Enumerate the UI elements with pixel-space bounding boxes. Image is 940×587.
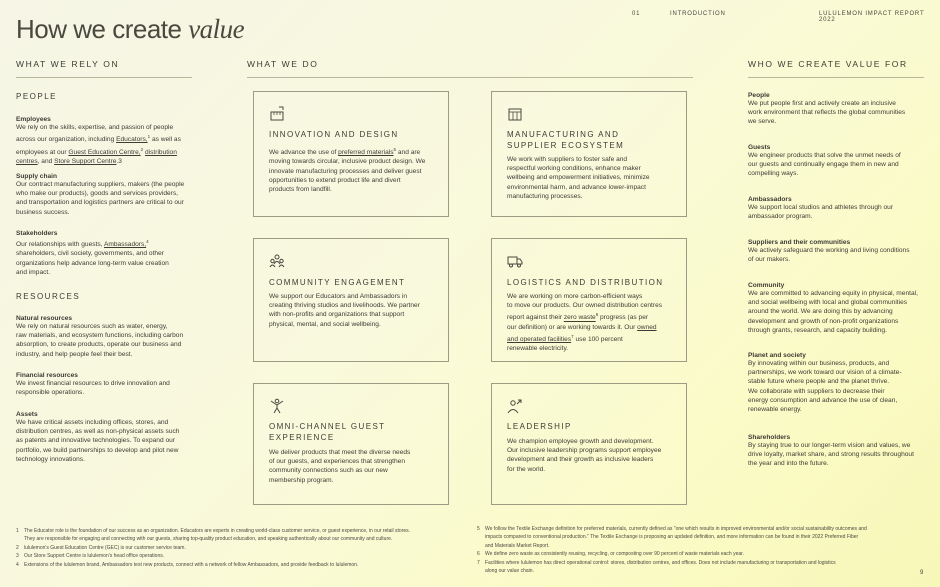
text-line — [507, 332, 674, 344]
assets-title: Assets — [16, 411, 38, 418]
text-line: Our inclusive leadership programs support employee — [507, 447, 662, 455]
stakeholders-title: Stakeholders — [16, 230, 58, 237]
divider — [16, 77, 192, 78]
text-line: development and growth of non-profit organizations — [748, 317, 899, 325]
footnote-number: 5 — [477, 526, 480, 532]
value-suppliers-text — [748, 246, 928, 264]
text-line: with non-profits and organizations that support — [269, 311, 405, 319]
footnote — [16, 527, 466, 535]
supply-chain-block — [16, 173, 198, 217]
text-line: We are working on more carbon-efficient ways — [507, 293, 643, 300]
employees-block — [16, 116, 198, 166]
innovation-design-title: INNOVATION AND DESIGN — [269, 130, 399, 139]
distribution-centres-link[interactable]: distribution — [145, 148, 177, 156]
report-title: LULULEMON IMPACT REPORT 2022 — [819, 11, 925, 23]
community-engagement-text — [269, 292, 436, 329]
text-line: community connections such as our new — [269, 467, 388, 475]
stakeholders-text — [16, 237, 198, 277]
logistics-distribution-text — [507, 292, 674, 354]
text-span: as well as — [150, 136, 181, 144]
text-line: respectful working conditions, enhance maker — [507, 165, 641, 173]
text-line: raw materials, and ecosystem functions, including carbon — [16, 332, 184, 340]
text-line: products from landfill. — [269, 186, 332, 193]
text-line: membership program. — [269, 476, 334, 484]
leadership-text — [507, 437, 674, 474]
text-line — [16, 157, 198, 166]
footnote-text: Facilities where lululemon has direct operational control: stores, distribution centres, and offices. Does not include manufacturing or transportation and logistics — [485, 559, 836, 566]
text-line: We support local studios and athletes through our — [748, 204, 894, 211]
text-line: our guests and continually engage them in new and — [748, 161, 899, 169]
innovation-design-box — [253, 91, 449, 217]
value-ambassadors-title: Ambassadors — [748, 196, 792, 203]
employees-text — [16, 123, 198, 166]
column-head-we-do: WHAT WE DO — [247, 59, 319, 69]
text-line — [507, 323, 674, 332]
value-community-text — [748, 289, 928, 335]
text-line: who make our products), goods and services providers, — [16, 190, 178, 198]
ambassadors-link[interactable]: Ambassadors, — [103, 241, 147, 249]
footnote-text: lululemon's Guest Education Centre (GEC) is our customer service team. — [24, 544, 186, 551]
text-line: we serve. — [748, 118, 777, 126]
text-line: renewable energy. — [748, 406, 802, 414]
text-span: our definition) or are working towards it. Our — [507, 323, 638, 331]
text-line: We work with suppliers to foster safe and — [507, 156, 628, 163]
text-line: responsible operations. — [16, 389, 85, 397]
text-line: partnerships, we work toward our vision of a climate- — [748, 369, 902, 377]
natural-resources-title: Natural resources — [16, 315, 73, 322]
footnote-text: Our Store Support Centre is lululemon's head office operations. — [24, 553, 165, 560]
financial-resources-block — [16, 372, 198, 397]
text-span: , and — [37, 157, 55, 165]
value-shareholders-title: Shareholders — [748, 434, 791, 441]
text-line: By innovating within our business, products, and — [748, 360, 890, 367]
owned-operated-facilities-link[interactable]: owned — [637, 323, 657, 331]
page-title-plain: How we create — [16, 14, 189, 44]
stakeholders-block — [16, 230, 198, 277]
text-span: use 100 percent — [573, 336, 623, 344]
text-line: and transportation and logistics partners are critical to our — [16, 199, 184, 207]
value-shareholders-text — [748, 441, 928, 469]
footnote-number: 4 — [16, 561, 19, 568]
page-title — [16, 14, 244, 45]
text-span: across our organization, including — [16, 136, 117, 144]
text-line: We collaborate with suppliers to decrease their — [748, 387, 885, 395]
innovation-design-text — [269, 145, 436, 194]
footnote-text: They are responsible for engaging and connecting with our guests, sharing top-quality product education, and speaking authentically about our community and culture. — [24, 536, 393, 543]
leadership-title: LEADERSHIP — [507, 422, 572, 431]
footnote — [477, 567, 927, 575]
distribution-centres-link-cont[interactable]: centres — [16, 157, 38, 165]
footnote-number: 7 — [477, 559, 480, 566]
text-line — [16, 145, 198, 157]
column-head-rely-on: WHAT WE RELY ON — [16, 59, 120, 69]
text-line: We are committed to advancing equity in physical, mental, — [748, 290, 918, 297]
text-line: environmental harm, and advance lower-impact — [507, 183, 646, 191]
section-head-people: PEOPLE — [16, 92, 58, 101]
divider — [748, 77, 924, 78]
footnote-number: 6 — [477, 551, 480, 558]
text-span: and are — [396, 149, 421, 157]
text-line — [16, 132, 198, 144]
text-span: report against their — [507, 314, 564, 322]
footnote — [477, 533, 927, 541]
text-line: creating thriving studios and livelihoods. We partner — [269, 302, 420, 310]
financial-resources-title: Financial resources — [16, 372, 78, 379]
text-line: of our guests, and experiences that strengthen — [269, 458, 405, 466]
footnote-text: Extensions of the lululemon brand, Ambassadors test new products, connect with a network of fellow Ambassadors, and provide feedback to lululemon. — [24, 561, 359, 568]
value-guests-text — [748, 151, 928, 179]
text-line: organizations help advance long-term value creation — [16, 259, 169, 267]
footnote — [477, 542, 927, 550]
footnotes-left — [16, 527, 466, 569]
text-line: absorption, to create products, operate our business and — [16, 341, 182, 349]
footnote-number: 3 — [16, 553, 19, 560]
title-line: EXPERIENCE — [269, 433, 335, 442]
value-people-title: People — [748, 92, 770, 99]
text-line: technology innovations. — [16, 455, 85, 463]
text-line: By staying true to our longer-term vision and values, we — [748, 442, 911, 449]
text-line: moving towards circular, inclusive product design. We — [269, 158, 426, 166]
value-planet-text — [748, 359, 928, 414]
text-line: for the world. — [507, 465, 546, 473]
text-line: through grants, research, and capacity building. — [748, 326, 887, 334]
manufacturing-supplier-text — [507, 155, 674, 201]
footnote-ref: 7 — [571, 334, 574, 339]
text-span: Our relationships with guests, — [16, 241, 104, 249]
value-ambassadors-text — [748, 203, 928, 221]
text-line: We put people first and actively create an inclusive — [748, 100, 896, 107]
text-line: renewable electricity. — [507, 345, 569, 353]
financial-resources-text — [16, 379, 198, 397]
footnote — [477, 559, 927, 567]
text-line: and impact. — [16, 268, 51, 276]
assets-text — [16, 418, 198, 464]
natural-resources-block — [16, 315, 198, 359]
text-line: wellbeing and empowerment initiatives, minimize — [507, 174, 650, 182]
zero-waste-link[interactable]: zero waste — [563, 314, 596, 322]
text-line: We actively safeguard the working and living conditions — [748, 247, 910, 254]
text-line: industry, and help people feel their best. — [16, 350, 133, 358]
text-line: and social wellbeing with local and global communities — [748, 299, 908, 307]
footnotes-right — [477, 525, 927, 575]
footnote-text: impacts compared to conventional production." The Textile Exchange is proposing an updated definition, and more information can be found in their 2022 Preferred Fiber — [485, 534, 859, 541]
pencil-ruler-icon — [269, 106, 285, 122]
footnote — [16, 561, 466, 569]
value-suppliers-block — [748, 239, 928, 264]
text-line: stable future where people and the planet thrive. — [748, 378, 890, 386]
value-shareholders-block — [748, 434, 928, 469]
omni-channel-title — [269, 421, 385, 443]
page-section-number: 01 — [632, 11, 641, 17]
owned-operated-facilities-link-cont[interactable]: and operated facilities — [507, 336, 572, 344]
leadership-box — [491, 383, 687, 505]
text-line: development and their growth as inclusive leaders — [507, 456, 654, 464]
footnote-ref: 4 — [146, 239, 149, 244]
footnote-number: 2 — [16, 544, 19, 551]
educators-link[interactable]: Educators, — [116, 136, 148, 144]
value-guests-block — [748, 144, 928, 179]
footnote-ref: 2 — [140, 146, 144, 152]
text-line: business success. — [16, 208, 70, 216]
page-number: 9 — [920, 570, 924, 576]
footnote — [477, 550, 927, 558]
manufacturing-supplier-title — [507, 129, 624, 151]
manufacturing-supplier-box — [491, 91, 687, 217]
footnote — [477, 525, 927, 533]
supply-chain-text — [16, 180, 198, 217]
guest-education-centre-link[interactable]: Guest Education Centre, — [68, 148, 141, 156]
people-group-icon — [269, 253, 285, 269]
text-line: manufacturing processes. — [507, 192, 583, 200]
footnote-text: and Materials Market Report. — [485, 542, 550, 549]
text-line: shareholders, civil society, governments, and other — [16, 250, 164, 258]
community-engagement-title: COMMUNITY ENGAGEMENT — [269, 278, 406, 287]
text-line: Our contract manufacturing suppliers, makers (the people — [16, 181, 185, 188]
footnote-ref: 5 — [393, 147, 397, 152]
text-line: physical, mental, and social wellbeing. — [269, 320, 381, 328]
logistics-distribution-title: LOGISTICS AND DISTRIBUTION — [507, 278, 664, 287]
value-community-block — [748, 282, 928, 335]
employees-title: Employees — [16, 116, 51, 123]
text-line: compelling ways. — [748, 170, 799, 178]
text-span: progress (as per — [598, 314, 649, 322]
page-title-italic: value — [188, 14, 245, 44]
footnote-ref: 1 — [147, 134, 151, 140]
value-community-title: Community — [748, 282, 785, 289]
footnote — [16, 552, 466, 560]
footnote-ref: 6 — [595, 312, 599, 318]
title-line: OMNI-CHANNEL GUEST — [269, 422, 386, 431]
footnote-text: The Educator role is the foundation of our success as an organization. Educators are experts in creating world-class customer service, or guest experience, in our retail stores. — [24, 528, 411, 534]
text-line: We have critical assets including offices, stores, and — [16, 419, 169, 426]
footnote-text: along our value chain. — [485, 568, 534, 575]
text-line: We champion employee growth and development. — [507, 438, 654, 445]
value-guests-title: Guests — [748, 144, 771, 151]
value-planet-block — [748, 352, 928, 414]
text-line: the year and into the future. — [748, 460, 829, 468]
text-line: portfolio, we build partnerships to develop and pilot new — [16, 446, 179, 454]
text-line: We invest financial resources to drive innovation and — [16, 380, 170, 387]
text-line — [16, 237, 198, 249]
text-span: employees at our — [16, 148, 69, 156]
divider — [247, 77, 693, 78]
text-line: ambassador program. — [748, 213, 813, 221]
text-line: We rely on natural resources such as water, energy, — [16, 323, 168, 330]
store-support-centre-link[interactable]: Store Support Centre — [54, 157, 117, 165]
supply-chain-title: Supply chain — [16, 173, 58, 180]
person-arms-up-icon — [269, 398, 285, 414]
text-line: We engineer products that solve the unmet needs of — [748, 152, 901, 159]
title-line: SUPPLIER ECOSYSTEM — [507, 141, 625, 150]
section-head-resources: RESOURCES — [16, 292, 81, 301]
text-span: We advance the use of — [269, 149, 339, 157]
text-line: We rely on the skills, expertise, and passion of people — [16, 124, 174, 131]
text-line: energy consumption and advance the use of clean, — [748, 396, 898, 404]
text-line: distribution centres, as well as non-physical assets such — [16, 428, 180, 436]
text-span: .3 — [116, 157, 122, 165]
footnote — [16, 535, 466, 543]
footnote-text: We define zero waste as consistently reusing, recycling, or composting over 90 percent of waste materials each year. — [485, 551, 744, 558]
column-head-create-value-for: WHO WE CREATE VALUE FOR — [748, 59, 908, 69]
preferred-materials-link[interactable]: preferred materials — [338, 149, 394, 157]
logistics-distribution-box — [491, 238, 687, 362]
text-line — [269, 145, 436, 157]
footnote — [16, 544, 466, 552]
title-line: MANUFACTURING AND — [507, 130, 620, 139]
value-planet-title: Planet and society — [748, 352, 806, 359]
assets-block — [16, 411, 198, 464]
omni-channel-text — [269, 448, 436, 485]
text-line: of our makers. — [748, 256, 791, 264]
text-line: innovate manufacturing processes and deliver guest — [269, 167, 422, 175]
footnote-text: We follow the Textile Exchange definition for preferred materials, currently defined as "one which results in improved environmental and/or social sustainability outcomes and — [485, 526, 867, 532]
text-line: work environment that reflects the global communities — [748, 109, 906, 117]
value-people-text — [748, 99, 928, 127]
community-engagement-box — [253, 238, 449, 362]
text-line: opportunities to extend product life and divert — [269, 176, 401, 184]
text-line: to move our products. Our owned distribution centres — [507, 302, 663, 310]
nav-section-introduction[interactable]: INTRODUCTION — [670, 11, 726, 17]
leadership-person-icon — [507, 398, 523, 414]
factory-building-icon — [507, 106, 523, 122]
text-line: We deliver products that meet the diverse needs — [269, 449, 411, 456]
value-people-block — [748, 92, 928, 127]
delivery-truck-icon — [507, 253, 523, 269]
text-line: as patents and innovative technologies. To expand our — [16, 437, 175, 445]
text-line: We support our Educators and Ambassadors in — [269, 293, 408, 300]
text-line: around the world. We are doing this by advancing — [748, 308, 893, 316]
omni-channel-box — [253, 383, 449, 505]
footnote-number: 1 — [16, 528, 19, 534]
natural-resources-text — [16, 322, 198, 359]
text-line: drive loyalty, market share, and strong results throughout — [748, 451, 914, 459]
value-ambassadors-block — [748, 196, 928, 221]
value-suppliers-title: Suppliers and their communities — [748, 239, 851, 246]
text-line — [507, 310, 674, 322]
